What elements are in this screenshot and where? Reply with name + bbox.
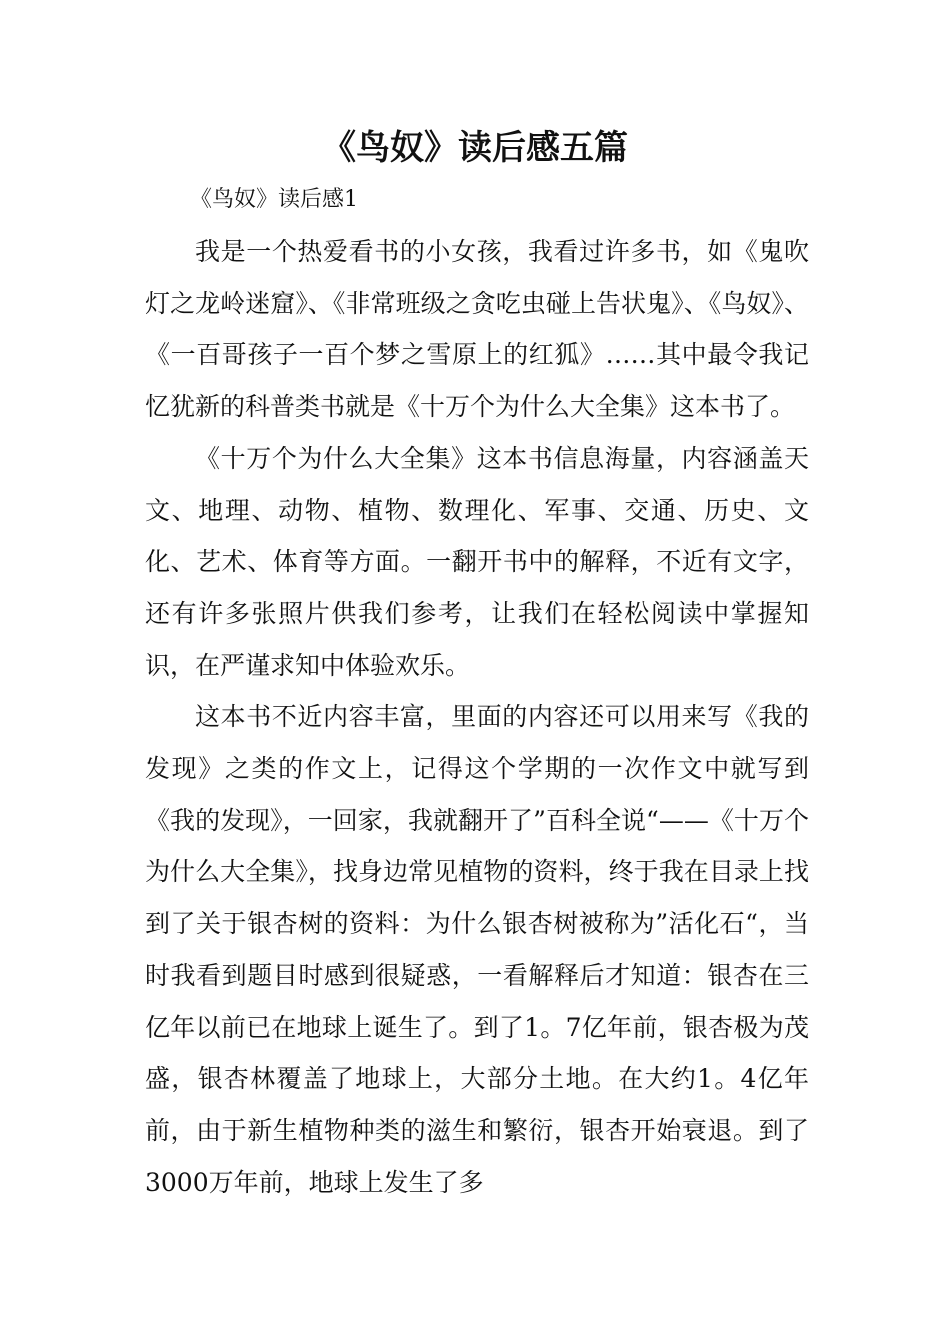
section-heading: 《鸟奴》读后感1: [190, 187, 358, 212]
document-body: [145, 226, 809, 1208]
document-title: 《鸟奴》读后感五篇: [322, 128, 628, 168]
paragraph-2: 《十万个为什么大全集》这本书信息海量，内容涵盖天文、地理、动物、植物、数理化、军事、交通、历史、文化、艺术、体育等方面。一翻开书中的解释，不近有文字，还有许多张照片供我们参考，让我们在轻松阅读中掌握知识，在严谨求知中体验欢乐。: [145, 443, 809, 680]
paragraph-3: 这本书不近内容丰富，里面的内容还可以用来写《我的发现》之类的作文上，记得这个学期的一次作文中就写到《我的发现》，一回家，我就翻开了”百科全说“——《十万个为什么大全集》，找身边常见植物的资料，终于我在目录上找到了关于银杏树的资料：为什么银杏树被称为”活化石“，当时我看到题目时感到很疑惑，一看解释后才知道：银杏在三亿年以前已在地球上诞生了。到了1。7亿年前，银杏极为茂盛，银杏林覆盖了地球上，大部分土地。在大约1。4亿年前，由于新生植物种类的滋生和繁衍，银杏开始衰退。到了3000万年前，地球上发生了多: [145, 702, 809, 1197]
paragraph-1: 我是一个热爱看书的小女孩，我看过许多书，如《鬼吹灯之龙岭迷窟》、《非常班级之贪吃虫碰上告状鬼》、《鸟奴》、《一百哥孩子一百个梦之雪原上的红狐》……其中最令我记忆犹新的科普类书就是《十万个为什么大全集》这本书了。: [145, 237, 809, 422]
